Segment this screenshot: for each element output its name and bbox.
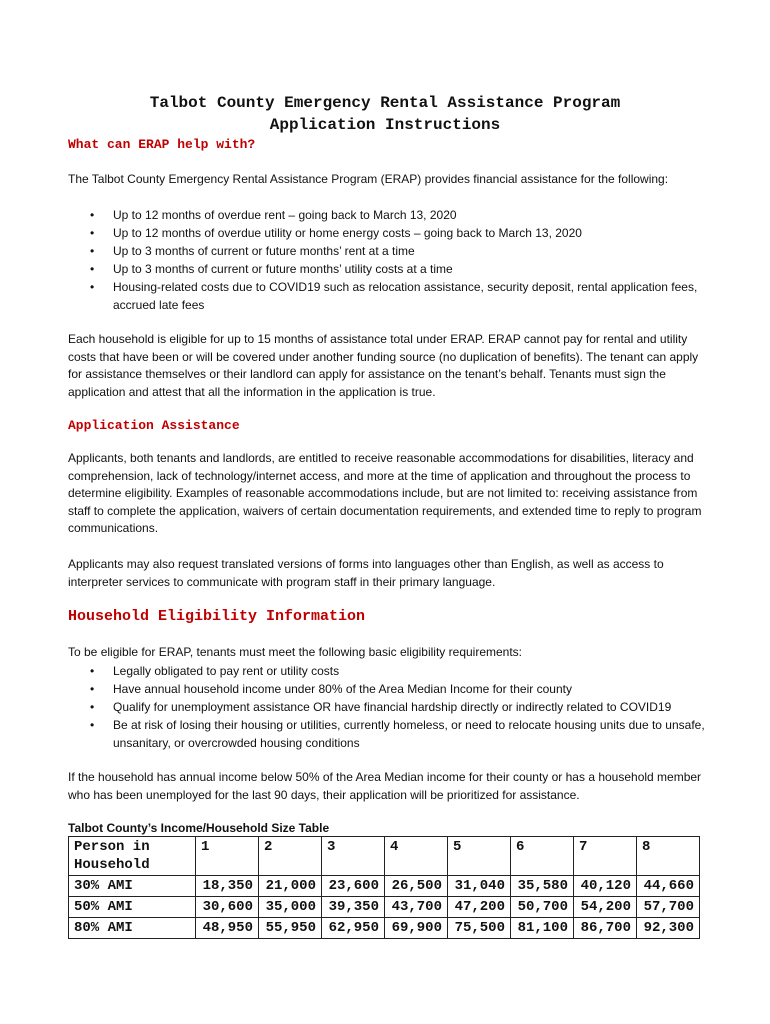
row-label: 80% AMI	[69, 918, 196, 939]
list-item: • Legally obligated to pay rent or utility costs	[90, 664, 340, 678]
section-heading-erap-help: What can ERAP help with?	[68, 137, 256, 152]
priority-paragraph: If the household has annual income below 50% of the Area Median income for their county or has a household member who has been unemployed for the last 90 days, their application will be prioritized for assistance.	[68, 770, 702, 802]
table-cell: 57,700	[637, 897, 700, 918]
eligibility-paragraph: Each household is eligible for up to 15 months of assistance total under ERAP. ERAP cannot pay for rental and utility costs that have been or will be covered under another funding source (no duplication of benefits). The tenant can apply for assistance themselves or their landlord can apply for assistance on the tenant’s behalf. Tenants must sign the application and attest that all the information in the application is true.	[68, 332, 699, 399]
table-row	[69, 876, 700, 897]
section-heading-application-assistance: Application Assistance	[68, 418, 240, 433]
table-cell: 30,600	[196, 897, 259, 918]
table-cell: 31,040	[448, 876, 511, 897]
table-cell: 18,350	[196, 876, 259, 897]
table-header-cell: 5	[448, 837, 511, 876]
table-cell: 35,580	[511, 876, 574, 897]
bullet-icon: •	[90, 226, 95, 240]
table-cell: 23,600	[322, 876, 385, 897]
list-item: • Up to 12 months of overdue utility or home energy costs – going back to March 13, 2020	[90, 226, 582, 240]
table-header-cell: 6	[511, 837, 574, 876]
bullet-icon: •	[90, 280, 95, 294]
table-cell: 92,300	[637, 918, 700, 939]
list-item: • Housing-related costs due to COVID19 such as relocation assistance, security deposit, rental application fees, accrued late fees	[90, 280, 698, 312]
document-title-line-2: Application Instructions	[269, 116, 501, 134]
accommodations-paragraph: Applicants, both tenants and landlords, are entitled to receive reasonable accommodations for disabilities, literacy and comprehension, lack of technology/internet access, and more at the time of application and throughout the process to determine eligibility. Examples of reasonable accommodations include, but are not limited to: receiving assistance from staff to complete the application, waivers of certain documentation requirements, and extended time to reply to program communications.	[68, 451, 702, 536]
table-cell: 86,700	[574, 918, 637, 939]
table-header-cell: 3	[322, 837, 385, 876]
list-item: • Up to 3 months of current or future months’ utility costs at a time	[90, 262, 453, 276]
table-cell: 62,950	[322, 918, 385, 939]
income-household-size-table	[68, 836, 700, 939]
list-item: • Be at risk of losing their housing or utilities, currently homeless, or need to relocate housing units due to unsafe, unsanitary, or overcrowded housing conditions	[90, 718, 705, 750]
table-cell: 48,950	[196, 918, 259, 939]
table-header-cell: 4	[385, 837, 448, 876]
table-header-cell: 8	[637, 837, 700, 876]
table-header-cell: 2	[259, 837, 322, 876]
section-intro-erap: The Talbot County Emergency Rental Assistance Program (ERAP) provides financial assistance for the following:	[68, 172, 669, 186]
table-cell: 55,950	[259, 918, 322, 939]
table-cell: 43,700	[385, 897, 448, 918]
table-cell: 26,500	[385, 876, 448, 897]
table-header-row	[69, 837, 700, 876]
bullet-icon: •	[90, 208, 95, 222]
bullet-icon: •	[90, 718, 95, 732]
eligibility-requirements-list	[68, 662, 728, 752]
table-cell: 44,660	[637, 876, 700, 897]
section-heading-household-eligibility: Household Eligibility Information	[68, 608, 366, 625]
table-cell: 35,000	[259, 897, 322, 918]
table-cell: 81,100	[511, 918, 574, 939]
translation-paragraph: Applicants may also request translated versions of forms into languages other than English, as well as access to interpreter services to communicate with program staff in their primary language.	[68, 557, 664, 589]
document-title-line-1: Talbot County Emergency Rental Assistance Program	[149, 94, 621, 112]
bullet-icon: •	[90, 664, 95, 678]
table-cell: 47,200	[448, 897, 511, 918]
table-cell: 54,200	[574, 897, 637, 918]
table-row	[69, 918, 700, 939]
income-table-title: Talbot County’s Income/Household Size Table	[68, 821, 330, 835]
bullet-icon: •	[90, 682, 95, 696]
table-row	[69, 897, 700, 918]
table-cell: 69,900	[385, 918, 448, 939]
table-header-cell: 7	[574, 837, 637, 876]
table-cell: 39,350	[322, 897, 385, 918]
bullet-icon: •	[90, 244, 95, 258]
erap-coverage-list	[68, 206, 728, 314]
table-cell: 21,000	[259, 876, 322, 897]
list-item: • Up to 12 months of overdue rent – going back to March 13, 2020	[90, 208, 457, 222]
list-item: • Up to 3 months of current or future months’ rent at a time	[90, 244, 415, 258]
table-header-label: Person in Household	[69, 837, 196, 876]
bullet-icon: •	[90, 700, 95, 714]
row-label: 30% AMI	[69, 876, 196, 897]
table-cell: 40,120	[574, 876, 637, 897]
table-cell: 50,700	[511, 897, 574, 918]
row-label: 50% AMI	[69, 897, 196, 918]
bullet-icon: •	[90, 262, 95, 276]
eligibility-intro: To be eligible for ERAP, tenants must meet the following basic eligibility requirements:	[68, 645, 523, 659]
list-item: • Have annual household income under 80% of the Area Median Income for their county	[90, 682, 572, 696]
table-cell: 75,500	[448, 918, 511, 939]
list-item: • Qualify for unemployment assistance OR have financial hardship directly or indirectly related to COVID19	[90, 700, 672, 714]
table-header-cell: 1	[196, 837, 259, 876]
